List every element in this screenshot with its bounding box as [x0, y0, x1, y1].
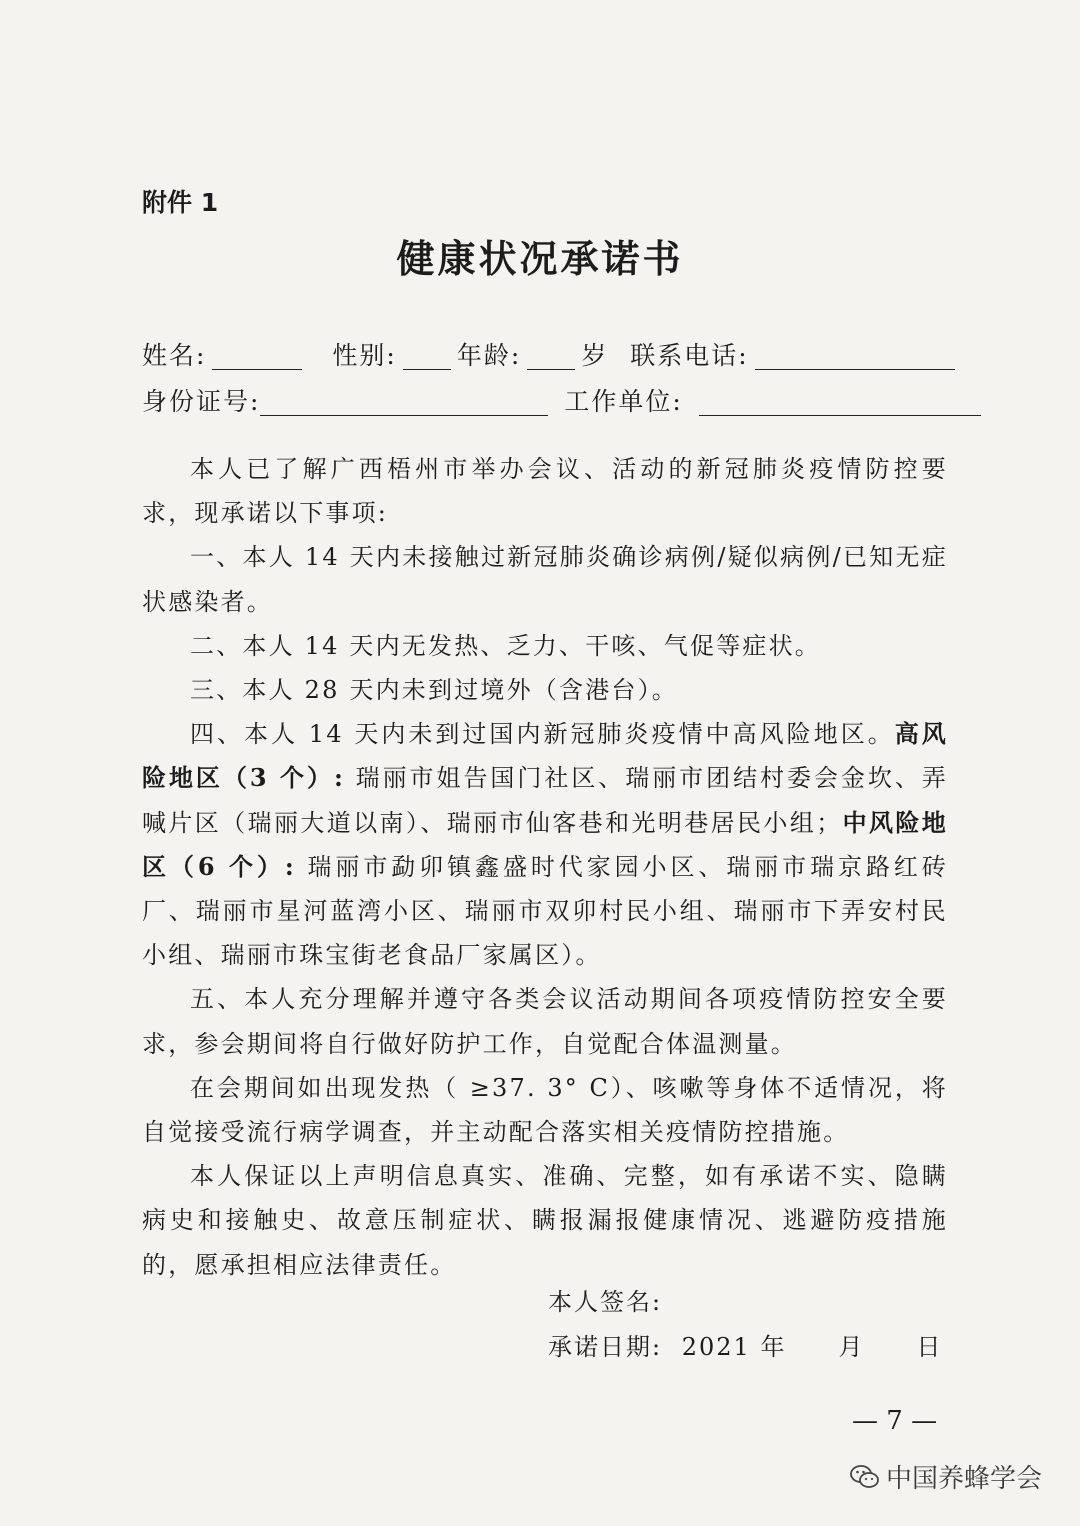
age-label: 年龄:	[456, 341, 522, 370]
age-unit: 岁	[581, 341, 609, 370]
wechat-icon	[850, 1464, 880, 1490]
age-blank[interactable]	[527, 343, 575, 370]
commitment-body	[142, 447, 948, 1287]
name-label: 姓名:	[142, 341, 207, 370]
attachment-label: 附件 1	[142, 188, 219, 217]
id-label: 身份证号:	[142, 387, 261, 416]
document-title: 健康状况承诺书	[396, 236, 684, 281]
commitment-item-1: 一、本人 14 天内未接触过新冠肺炎确诊病例/疑似病例/已知无症状感染者。	[142, 543, 948, 616]
personal-info-row-2	[142, 382, 987, 418]
phone-blank[interactable]	[755, 343, 955, 370]
item4-start: 四、本人 14 天内未到过国内新冠肺炎疫情中高风险地区。	[190, 720, 895, 749]
commitment-item-2: 二、本人 14 天内无发热、乏力、干咳、气促等症状。	[190, 631, 821, 660]
page-number: — 7 —	[852, 1406, 938, 1436]
date-value: 2021 年 月 日	[681, 1333, 943, 1361]
commitment-item-3: 三、本人 28 天内未到过境外（含港台）。	[190, 676, 678, 705]
mid-risk-label: 中风险地区（6 个）:	[142, 807, 948, 881]
high-risk-label: 高风险地区（3 个）:	[142, 719, 948, 793]
gender-label: 性别:	[332, 341, 397, 370]
intro-paragraph: 本人已了解广西梧州市举办会议、活动的新冠肺炎疫情防控要求，现承诺以下事项:	[142, 455, 948, 528]
watermark	[850, 1458, 1042, 1495]
signature-label: 本人签名:	[548, 1288, 663, 1316]
signature-line	[548, 1282, 662, 1317]
name-blank[interactable]	[212, 343, 302, 370]
gender-blank[interactable]	[403, 343, 451, 370]
id-blank[interactable]	[260, 389, 548, 416]
phone-label: 联系电话:	[630, 341, 749, 370]
work-blank[interactable]	[699, 389, 981, 416]
work-label: 工作单位:	[564, 387, 683, 416]
commitment-item-4	[142, 712, 948, 977]
date-line	[548, 1327, 942, 1362]
high-risk-areas: 瑞丽市姐告国门社区、瑞丽市团结村委会金坎、弄喊片区（瑞丽大道以南）、瑞丽市仙客巷和光明巷居民小组；	[142, 764, 948, 837]
watermark-text: 中国养蜂学会	[886, 1464, 1043, 1494]
guarantee-paragraph: 本人保证以上声明信息真实、准确、完整，如有承诺不实、隐瞒病史和接触史、故意压制症状、瞒报漏报健康情况、逃避防疫措施的，愿承担相应法律责任。	[142, 1162, 948, 1279]
mid-risk-areas: 瑞丽市勐卯镇鑫盛时代家园小区、瑞丽市瑞京路红砖厂、瑞丽市星河蓝湾小区、瑞丽市双卯村民小组、瑞丽市下弄安村民小组、瑞丽市珠宝街老食品厂家属区）。	[142, 852, 948, 970]
fever-paragraph: 在会期间如出现发热（ ≥37. 3° C）、咳嗽等身体不适情况，将自觉接受流行病学调查，并主动配合落实相关疫情防控措施。	[142, 1073, 948, 1147]
personal-info-row-1	[142, 336, 961, 372]
commitment-item-5: 五、本人充分理解并遵守各类会议活动期间各项疫情防控安全要求，参会期间将自行做好防护工作，自觉配合体温测量。	[142, 985, 948, 1058]
date-label: 承诺日期:	[548, 1333, 663, 1361]
